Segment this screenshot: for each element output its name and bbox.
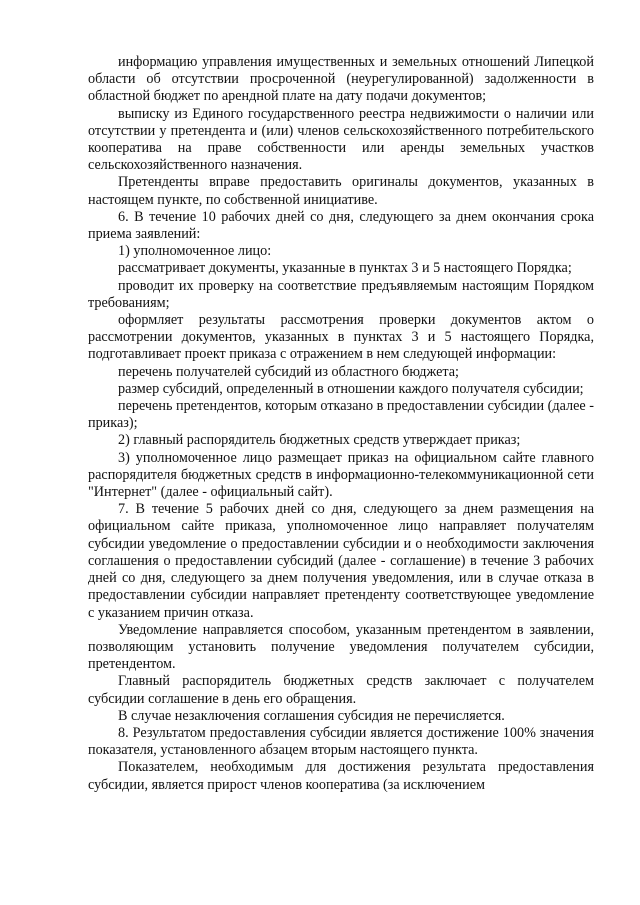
- paragraph-4: 6. В течение 10 рабочих дней со дня, следующего за днем окончания срока приема заявлений:: [88, 208, 594, 243]
- paragraph-14: 7. В течение 5 рабочих дней со дня, следующего за днем размещения на официальном сайте приказа, уполномоченное лицо направляет получателям субсидии уведомление о предоставлении субсидии и о необходимости заключения соглашения о предоставлении субсидий (далее - соглашение) в течение 3 рабочих дней со дня, следующего за днем получения уведомления, или в случае отказа в предоставлении субсидии направляет претенденту соответствующее уведомление с указанием причин отказа.: [88, 501, 594, 621]
- paragraph-7: проводит их проверку на соответствие предъявляемым настоящим Порядком требованиям;: [88, 277, 594, 311]
- paragraph-13: 3) уполномоченное лицо размещает приказ на официальном сайте главного распорядителя бюджетных средств в информационно-телекоммуникационной сети "Интернет" (далее - официальный сайт).: [88, 449, 594, 501]
- paragraph-11: перечень претендентов, которым отказано в предоставлении субсидии (далее - приказ);: [88, 398, 594, 432]
- paragraph-6: рассматривает документы, указанные в пунктах 3 и 5 настоящего Порядка;: [118, 260, 572, 277]
- paragraph-2: выписку из Единого государственного реестра недвижимости о наличии или отсутствии у претендента и (или) членов сельскохозяйственного потребительского кооператива на праве собственности или аренды земельных участков сельскохозяйственного назначения.: [88, 105, 594, 174]
- paragraph-19: Показателем, необходимым для достижения результата предоставления субсидии, является прирост членов кооператива (за исключением: [88, 759, 594, 793]
- paragraph-16: Главный распорядитель бюджетных средств заключает с получателем субсидии соглашение в день его обращения.: [88, 673, 594, 707]
- paragraph-17: В случае незаключения соглашения субсидия не перечисляется.: [118, 707, 505, 724]
- document-page: [88, 54, 594, 794]
- paragraph-8: оформляет результаты рассмотрения проверки документов актом о рассмотрении документов, указанных в пунктах 3 и 5 настоящего Порядка, подготавливает проект приказа с отражением в нем следующей информации:: [88, 312, 594, 363]
- paragraph-12: 2) главный распорядитель бюджетных средств утверждает приказ;: [118, 432, 521, 449]
- paragraph-10: размер субсидий, определенный в отношении каждого получателя субсидии;: [118, 380, 584, 397]
- paragraph-1: информацию управления имущественных и земельных отношений Липецкой области об отсутствии просроченной (неурегулированной) задолженности в областной бюджет по арендной плате на дату подачи документов;: [88, 54, 594, 105]
- paragraph-18: 8. Результатом предоставления субсидии является достижение 100% значения показателя, установленного абзацем вторым настоящего пункта.: [88, 724, 594, 759]
- paragraph-5: 1) уполномоченное лицо:: [118, 243, 272, 260]
- paragraph-3: Претенденты вправе предоставить оригиналы документов, указанных в настоящем пункте, по собственной инициативе.: [88, 174, 594, 208]
- paragraph-15: Уведомление направляется способом, указанным претендентом в заявлении, позволяющим установить получение уведомления получателем субсидии, претендентом.: [88, 621, 594, 673]
- paragraph-9: перечень получателей субсидий из областного бюджета;: [118, 363, 460, 380]
